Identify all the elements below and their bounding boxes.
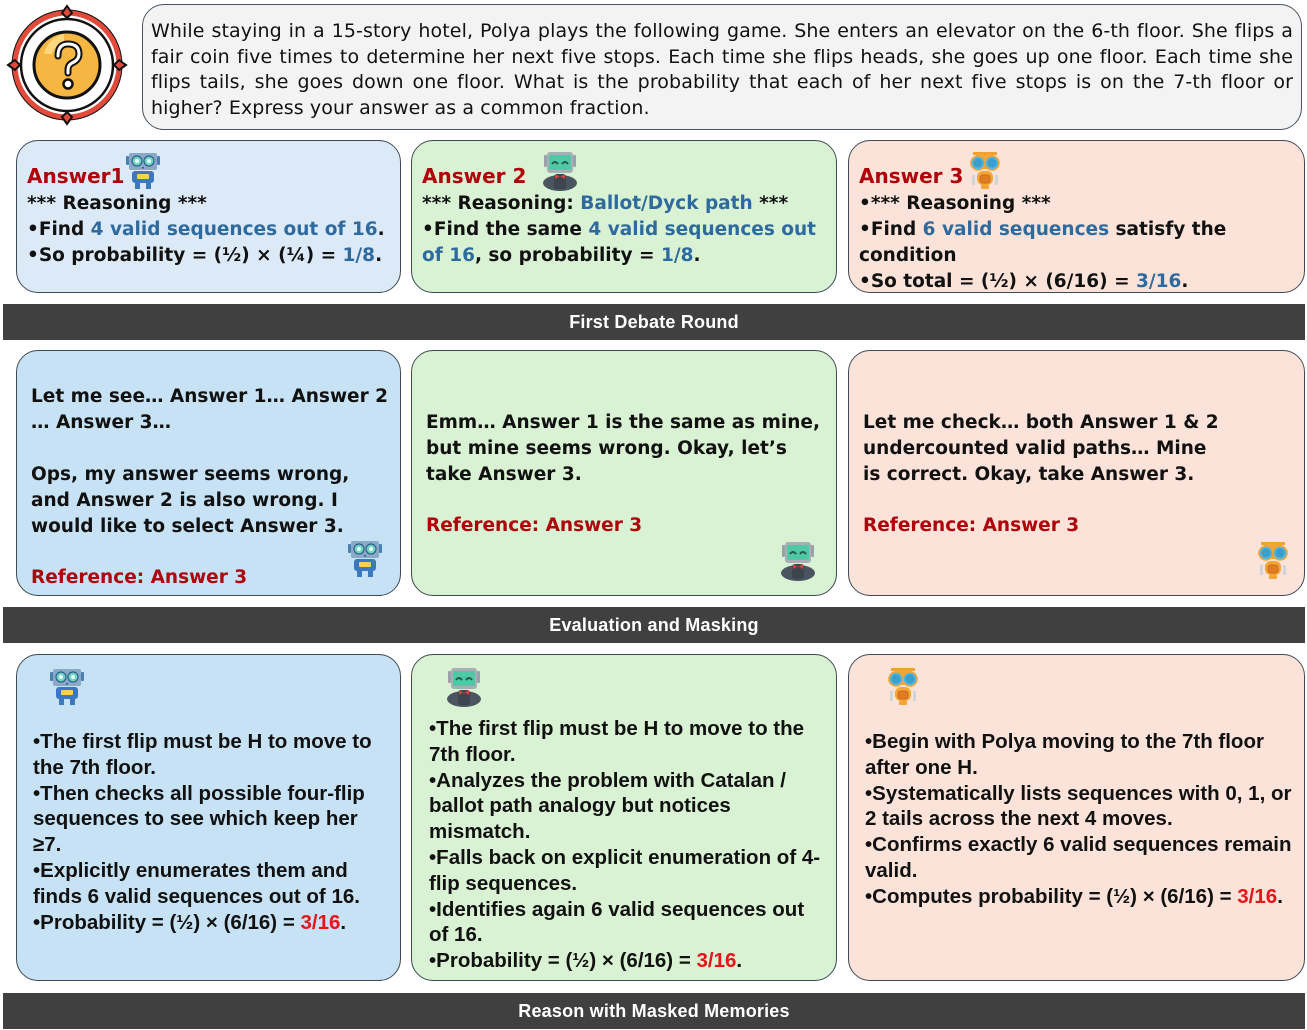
text: *** (752, 193, 789, 214)
highlight: 3/16 (1136, 271, 1182, 292)
bullet (429, 948, 822, 974)
reasoning-label: •*** Reasoning *** (859, 193, 1051, 214)
highlight: 4 valid sequences out of 16 (90, 219, 378, 240)
answer-line (27, 243, 400, 269)
debate-card-1 (16, 350, 401, 596)
highlight: Ballot/Dyck path (580, 193, 753, 214)
final-answer: 3/16 (1237, 884, 1278, 908)
text: satisfy the condition (859, 219, 1227, 266)
blue-robot-icon (345, 539, 385, 579)
answer-line (859, 217, 1304, 269)
bullet (865, 884, 1292, 910)
text: •Find the same (422, 219, 589, 240)
text: •So total = (½) × (6/16) = (859, 271, 1137, 292)
orange-robot-icon (1253, 541, 1293, 581)
bullet: •The first flip must be H to move to the 7th floor. (33, 730, 372, 779)
bullet: •Explicitly enumerates them and finds 6 valid sequences out of 16. (33, 858, 360, 908)
gray-robot-icon (444, 667, 484, 707)
highlight: 1/8 (342, 245, 376, 266)
answer-title: Answer 2 (422, 164, 527, 188)
question-target-icon (6, 4, 128, 126)
bullet: •The first flip must be H to move to the 7th floor. (429, 717, 805, 766)
bullet (33, 910, 386, 936)
bullet: •Begin with Polya moving to the 7th floor after one H. (865, 730, 1264, 779)
text: . (340, 910, 347, 934)
memory-card-3 (848, 654, 1305, 981)
final-answer: 3/16 (300, 910, 341, 934)
debate-card-2 (411, 350, 837, 596)
text: •Probability = (½) × (6/16) = (33, 910, 301, 934)
question-text: While staying in a 15-story hotel, Polya plays the following game. She enters an elevator on the 6-th floor. She flips a fair coin five times to determine her next five stops. Each time she flips heads, she goes up one floor. Each time she flips tails, she goes down one floor. What is the probability that each of her next five stops is on the 7-th floor or higher? Express your answer as a common fraction. (142, 4, 1302, 130)
text: •Find (27, 219, 91, 240)
reasoning-label (422, 191, 836, 217)
stage-banner-reason-masked-memories: Reason with Masked Memories (3, 993, 1305, 1029)
text: . (736, 949, 743, 973)
text: •Find (859, 219, 923, 240)
text: . (377, 219, 385, 240)
memory-text (33, 729, 386, 935)
text: *** Reasoning: (422, 193, 581, 214)
bullet: •Then checks all possible four-flip sequences to see which keep her ≥7. (33, 781, 365, 857)
reference-label: Reference: Answer 3 (863, 515, 1080, 536)
bullet: •Falls back on explicit enumeration of 4-flip sequences. (429, 845, 821, 895)
answer-card-1 (16, 140, 401, 293)
debate-text: Ops, my answer seems wrong, and Answer 2 is also wrong. I would like to select Answer 3. (31, 464, 350, 537)
text: •Probability = (½) × (6/16) = (429, 949, 697, 973)
memory-text (865, 729, 1292, 910)
orange-robot-icon (883, 667, 923, 707)
final-answer: 3/16 (696, 949, 737, 973)
answer-card-3 (848, 140, 1305, 293)
highlight: 6 valid sequences (922, 219, 1110, 240)
debate-card-3 (848, 350, 1305, 596)
debate-text: Let me check… both Answer 1 & 2 undercounted valid paths… Mine is correct. Okay, take Answer 3. (863, 412, 1219, 485)
text: •So probability = (½) × (¼) = (27, 245, 343, 266)
blue-robot-icon (47, 667, 87, 707)
memory-card-1 (16, 654, 401, 981)
answer-card-2 (411, 140, 837, 293)
gray-robot-icon (540, 151, 580, 191)
answer-title: Answer 3 (859, 164, 964, 188)
bullet: •Systematically lists sequences with 0, 1, or 2 tails across the next 4 moves. (865, 781, 1292, 831)
stage-banner-first-debate: First Debate Round (3, 304, 1305, 340)
debate-text: Let me see… Answer 1… Answer 2 … Answer 3… (31, 386, 389, 433)
answer-line (859, 269, 1304, 295)
memory-card-2 (411, 654, 837, 981)
reference-label: Reference: Answer 3 (31, 567, 248, 588)
text: . (1277, 884, 1283, 908)
debate-text: Emm… Answer 1 is the same as mine, but mine seems wrong. Okay, let’s take Answer 3. (426, 412, 821, 485)
memory-text (429, 716, 822, 974)
text: . (693, 245, 701, 266)
text: . (1181, 271, 1189, 292)
bullet: •Confirms exactly 6 valid sequences remain valid. (865, 833, 1292, 882)
reasoning-label: *** Reasoning *** (27, 193, 207, 214)
answer-line (27, 217, 400, 243)
text: , so probability = (474, 245, 661, 266)
bullet: •Analyzes the problem with Catalan / ballot path analogy but notices mismatch. (429, 768, 786, 844)
text: •Computes probability = (½) × (6/16) = (865, 884, 1238, 908)
bullet: •Identifies again 6 valid sequences out of 16. (429, 897, 805, 947)
text: . (375, 245, 383, 266)
gray-robot-icon (778, 541, 818, 581)
highlight: 4 valid sequences out of 16 (422, 219, 817, 266)
blue-robot-icon (123, 151, 163, 191)
reference-label: Reference: Answer 3 (426, 515, 643, 536)
highlight: 1/8 (660, 245, 694, 266)
stage-banner-evaluation-masking: Evaluation and Masking (3, 607, 1305, 643)
answer-line (422, 217, 836, 269)
answer-title: Answer1 (27, 164, 125, 188)
orange-robot-icon (965, 151, 1005, 191)
